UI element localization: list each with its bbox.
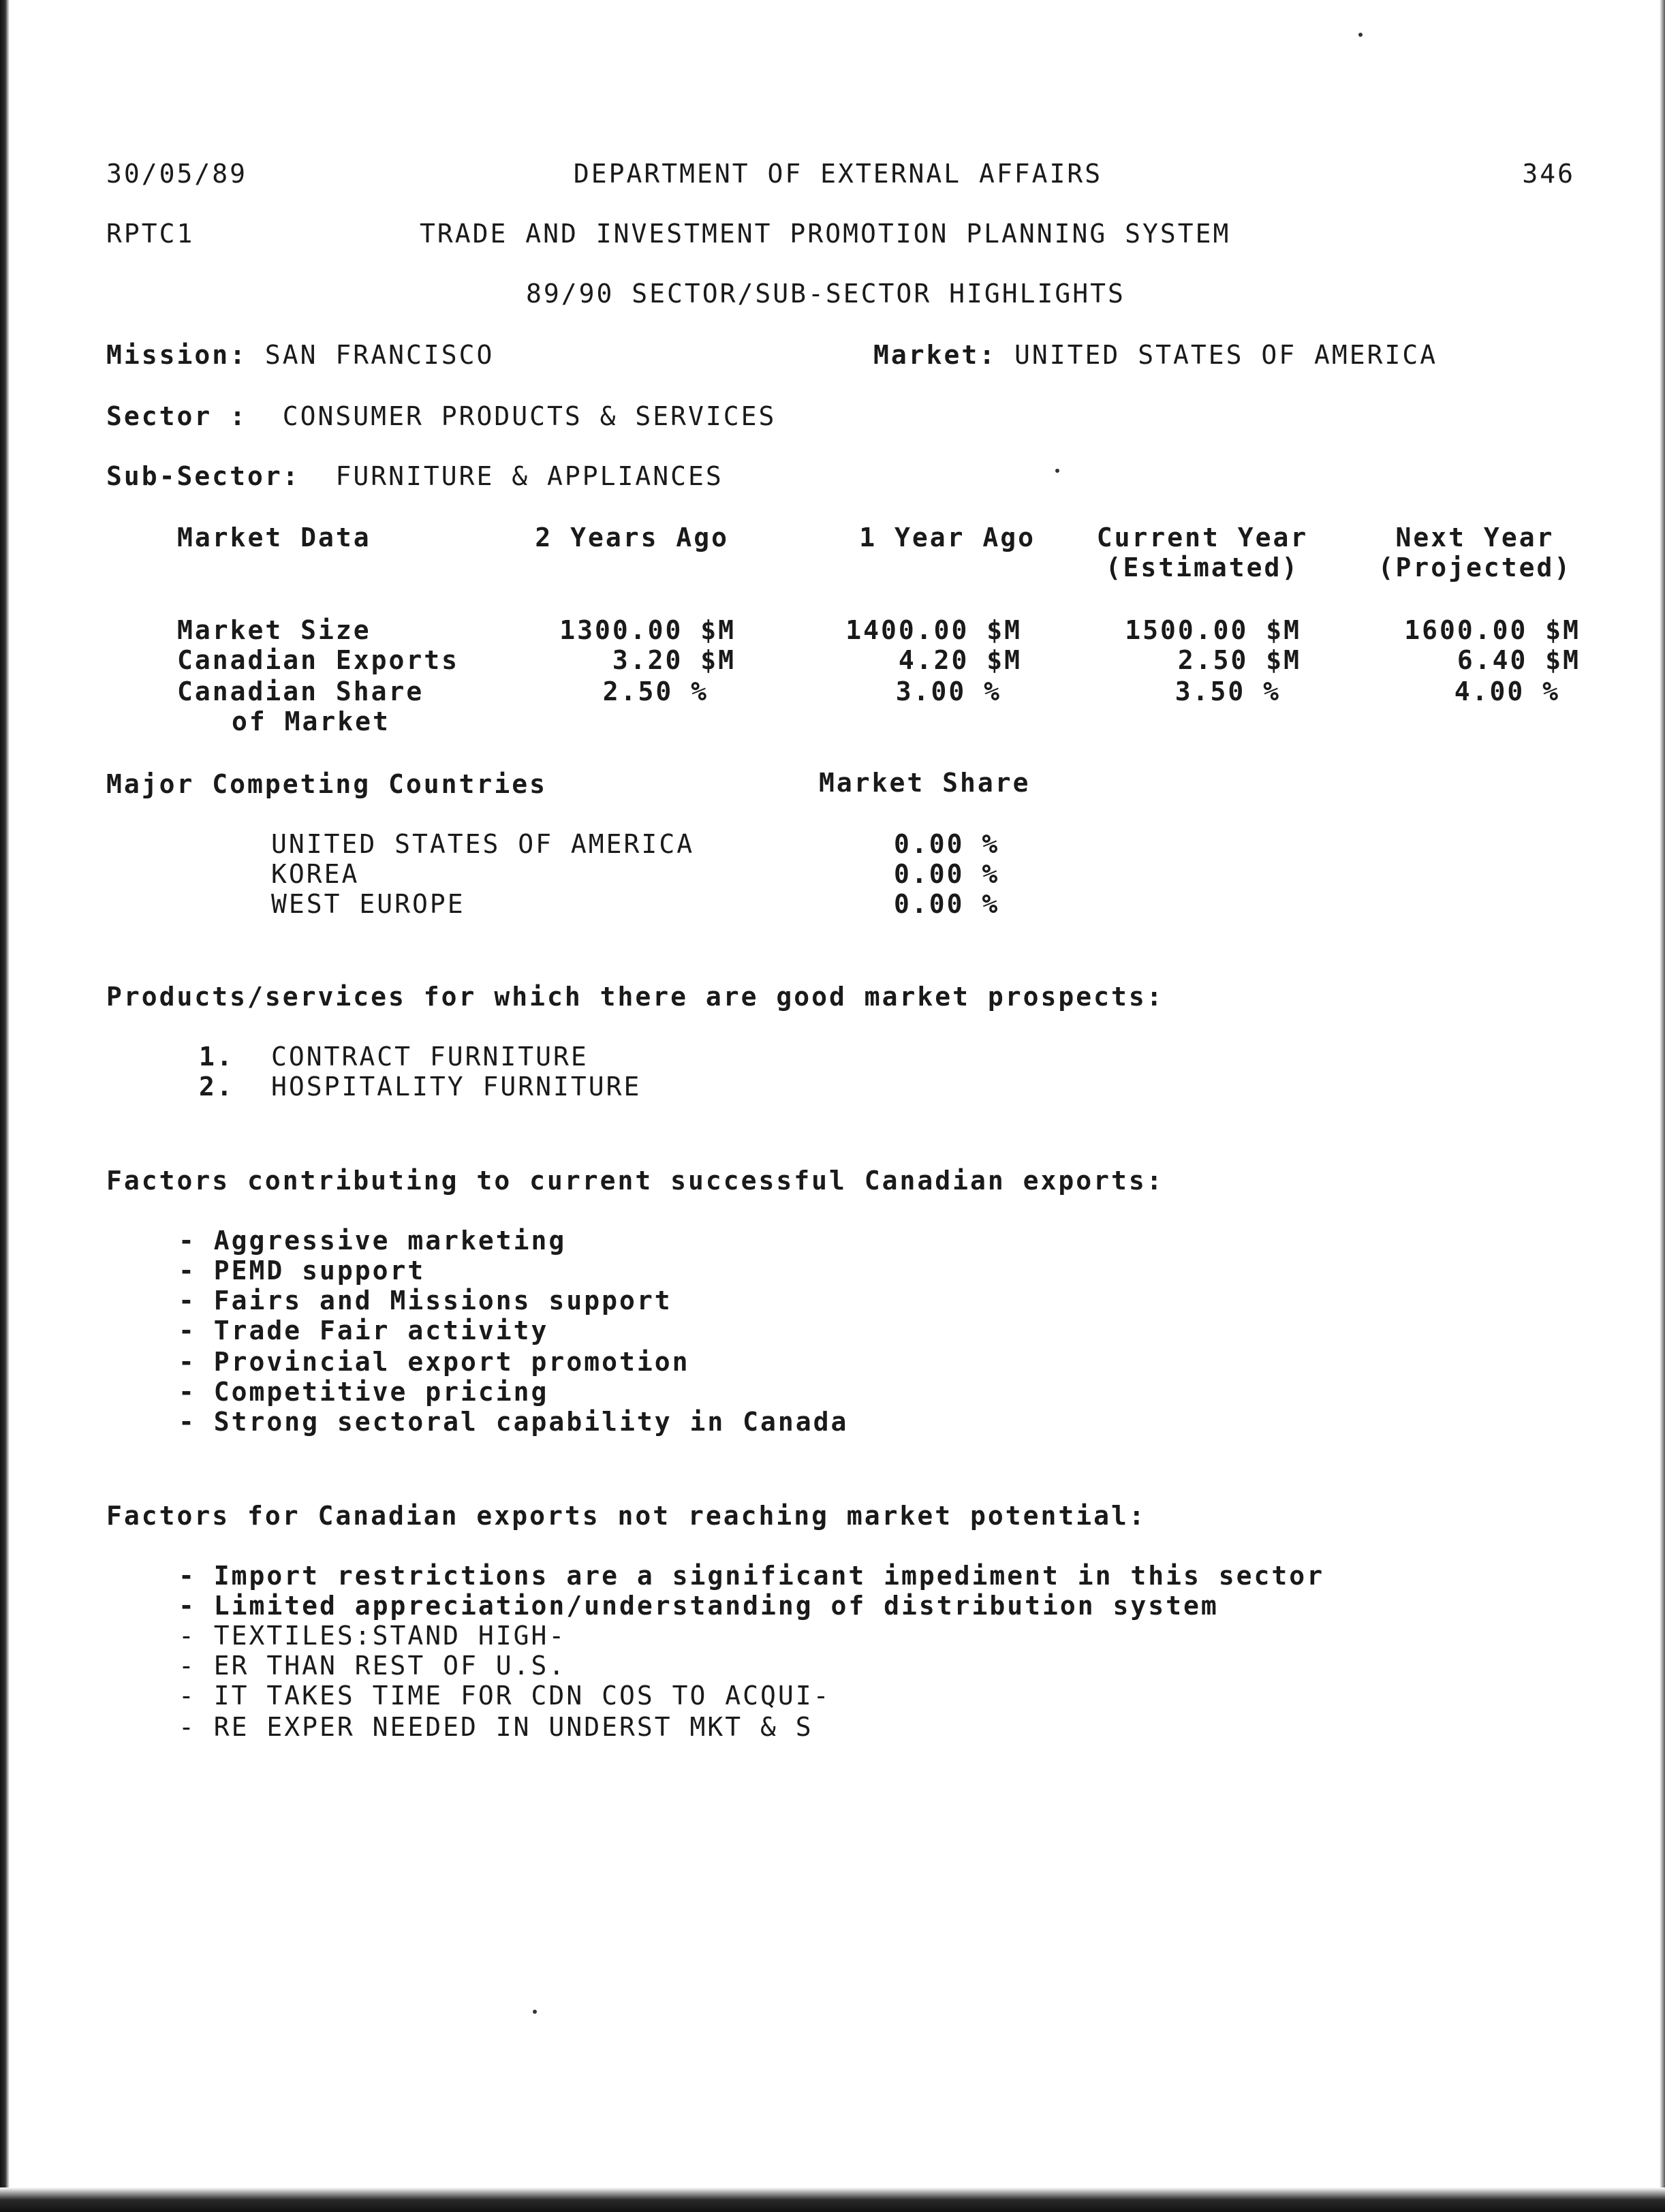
cell-share-2y: 2.50 % xyxy=(602,676,709,706)
success-factor-item: - Provincial export promotion xyxy=(178,1347,690,1377)
speck-mark xyxy=(1358,33,1363,37)
competitors-heading: Major Competing Countries xyxy=(106,769,547,799)
speck-mark xyxy=(533,2010,537,2014)
col-header-1-year-ago: 1 Year Ago xyxy=(859,523,1036,552)
page-edge-bottom xyxy=(0,2187,1665,2212)
prospects-heading: Products/services for which there are good market prospects: xyxy=(106,982,1164,1012)
report-date: 30/05/89 xyxy=(106,159,248,189)
cell-exports-2y: 3.20 $M xyxy=(612,645,736,675)
cell-exports-next: 6.40 $M xyxy=(1457,645,1581,675)
market-line xyxy=(873,339,1437,371)
cell-exports-current: 2.50 $M xyxy=(1177,645,1301,675)
row-label-canadian-exports: Canadian Exports xyxy=(177,645,460,675)
col-header-2-years-ago: 2 Years Ago xyxy=(535,523,729,552)
sub-sector-line xyxy=(106,461,723,492)
page-edge-left xyxy=(0,0,10,2212)
barrier-factor-item: - IT TAKES TIME FOR CDN COS TO ACQUI- xyxy=(178,1681,831,1711)
success-factors-heading: Factors contributing to current successful Canadian exports: xyxy=(106,1166,1164,1196)
success-factor-item: - Competitive pricing xyxy=(178,1377,549,1407)
cell-share-current: 3.50 % xyxy=(1174,676,1281,706)
market-label: Market: xyxy=(873,340,997,370)
page-number: 346 xyxy=(1522,159,1575,189)
market-share-heading: Market Share xyxy=(819,768,1031,798)
cell-market-size-1y: 1400.00 $M xyxy=(845,615,1022,645)
barrier-factor-item: - RE EXPER NEEDED IN UNDERST MKT & S xyxy=(178,1712,813,1742)
competitor-country: WEST EUROPE xyxy=(271,889,465,919)
competitor-share: 0.00 % xyxy=(894,859,1000,889)
page-edge-right xyxy=(1660,0,1665,2212)
barrier-factors-heading: Factors for Canadian exports not reaching market potential: xyxy=(106,1501,1147,1531)
competitor-share: 0.00 % xyxy=(894,889,1000,919)
competitor-share: 0.00 % xyxy=(894,829,1000,859)
barrier-factor-item: - ER THAN REST OF U.S. xyxy=(178,1651,567,1681)
cell-share-next: 4.00 % xyxy=(1454,676,1560,706)
barrier-factor-item: - TEXTILES:STAND HIGH- xyxy=(178,1621,567,1651)
market-value: UNITED STATES OF AMERICA xyxy=(1014,340,1438,370)
prospect-number: 1. xyxy=(199,1042,234,1072)
success-factor-item: - Aggressive marketing xyxy=(178,1226,567,1256)
col-header-next-year-sub: (Projected) xyxy=(1378,552,1572,582)
competitor-country: KOREA xyxy=(271,859,360,889)
col-header-next-year: Next Year xyxy=(1395,523,1555,552)
mission-line xyxy=(106,339,494,371)
system-title: TRADE AND INVESTMENT PROMOTION PLANNING SYSTEM xyxy=(420,219,1231,249)
barrier-factor-item: - Import restrictions are a significant impediment in this sector xyxy=(178,1561,1325,1591)
mission-value: SAN FRANCISCO xyxy=(264,340,495,370)
cell-market-size-2y: 1300.00 $M xyxy=(559,615,736,645)
col-header-current-year-sub: (Estimated) xyxy=(1105,552,1300,582)
success-factor-item: - Trade Fair activity xyxy=(178,1315,549,1345)
success-factor-item: - PEMD support xyxy=(178,1256,426,1286)
cell-share-1y: 3.00 % xyxy=(895,676,1001,706)
prospect-number: 2. xyxy=(199,1072,234,1102)
sector-line xyxy=(106,401,776,432)
sector-label: Sector : xyxy=(106,401,248,431)
mission-label: Mission: xyxy=(106,340,248,370)
cell-market-size-next: 1600.00 $M xyxy=(1404,615,1581,645)
success-factor-item: - Strong sectoral capability in Canada xyxy=(178,1407,849,1437)
col-header-current-year: Current Year xyxy=(1096,523,1309,552)
report-title: 89/90 SECTOR/SUB-SECTOR HIGHLIGHTS xyxy=(526,279,1125,309)
barrier-factor-item: - Limited appreciation/understanding of distribution system xyxy=(178,1591,1219,1621)
sub-sector-value: FURNITURE & APPLIANCES xyxy=(335,461,723,491)
sector-value: CONSUMER PRODUCTS & SERVICES xyxy=(282,401,777,431)
row-label-canadian-share: Canadian Share xyxy=(177,676,424,706)
success-factor-item: - Fairs and Missions support xyxy=(178,1286,672,1315)
row-label-market-size: Market Size xyxy=(177,615,371,645)
report-code: RPTC1 xyxy=(106,219,195,249)
cell-exports-1y: 4.20 $M xyxy=(898,645,1022,675)
sub-sector-label: Sub-Sector: xyxy=(106,461,300,491)
speck-mark xyxy=(1055,469,1059,473)
prospect-item: HOSPITALITY FURNITURE xyxy=(271,1072,642,1102)
department-title: DEPARTMENT OF EXTERNAL AFFAIRS xyxy=(573,159,1103,189)
row-label-canadian-share-cont: of Market xyxy=(232,706,390,736)
competitor-country: UNITED STATES OF AMERICA xyxy=(271,829,695,859)
market-data-heading: Market Data xyxy=(177,523,371,552)
cell-market-size-current: 1500.00 $M xyxy=(1125,615,1301,645)
prospect-item: CONTRACT FURNITURE xyxy=(271,1042,589,1072)
